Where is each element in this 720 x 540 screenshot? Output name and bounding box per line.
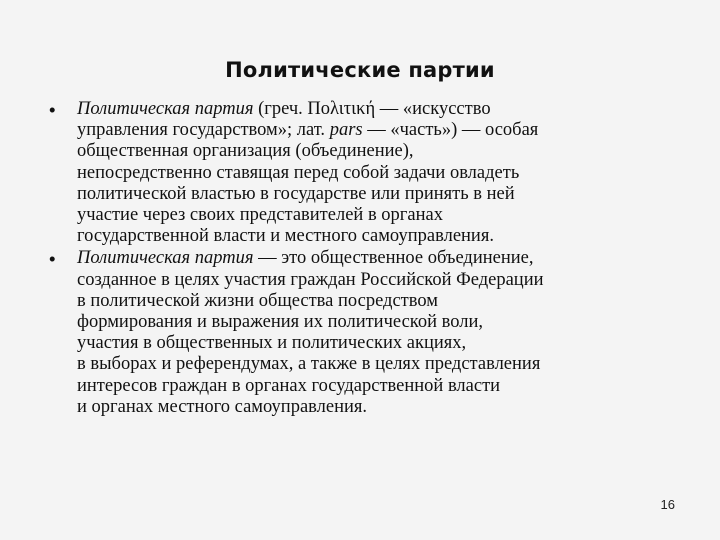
text-run: в политической жизни общества посредством — [77, 290, 438, 311]
text-line — [77, 205, 699, 226]
text-line — [77, 270, 699, 291]
text-run: формирования и выражения их политической воли, — [77, 312, 483, 333]
text-line — [77, 141, 699, 162]
bullet-list — [49, 99, 699, 419]
text-run: участия в общественных и политических акциях, — [77, 333, 467, 354]
text-line — [77, 312, 699, 333]
italic-text: Политическая партия — [77, 99, 254, 119]
italic-text: Политическая партия — [77, 248, 254, 269]
text-line — [77, 354, 699, 375]
slide-title: Политические партии — [225, 58, 495, 82]
bullet-marker: • — [49, 99, 56, 120]
text-run: управления государством»; лат. — [77, 120, 330, 141]
text-run: государственной власти и местного самоуправления. — [77, 226, 494, 247]
text-line — [77, 397, 699, 418]
bullet-marker: • — [49, 248, 56, 270]
text-run: интересов граждан в органах государственной власти — [77, 375, 501, 396]
text-run: — это общественное объединение, — [253, 248, 534, 269]
text-line — [77, 376, 699, 397]
text-run: созданное в целях участия граждан Российской Федерации — [77, 269, 544, 290]
text-line — [77, 333, 699, 354]
text-line — [77, 226, 699, 247]
text-run: в выборах и референдумах, а также в целях представления — [77, 354, 541, 375]
page-number: 16 — [660, 497, 675, 512]
text-run: и органах местного самоуправления. — [77, 396, 368, 417]
text-run: участие через своих представителей в органах — [77, 205, 443, 226]
bullet-item — [49, 99, 699, 247]
text-line — [77, 99, 699, 120]
text-line — [77, 163, 699, 184]
text-run: общественная организация (объединение), — [77, 141, 414, 162]
italic-text: pars — [329, 120, 363, 141]
text-line — [77, 120, 699, 141]
text-line — [77, 184, 699, 205]
text-line — [77, 248, 699, 269]
bullet-item — [49, 248, 699, 418]
text-run: непосредственно ставящая перед собой задачи овладеть — [77, 162, 520, 183]
text-line — [77, 291, 699, 312]
text-run: (греч. Πολιτική — «искусство — [253, 99, 491, 119]
text-run: — «часть») — особая — [362, 120, 539, 141]
text-run: политической властью в государстве или принять в ней — [77, 183, 515, 204]
